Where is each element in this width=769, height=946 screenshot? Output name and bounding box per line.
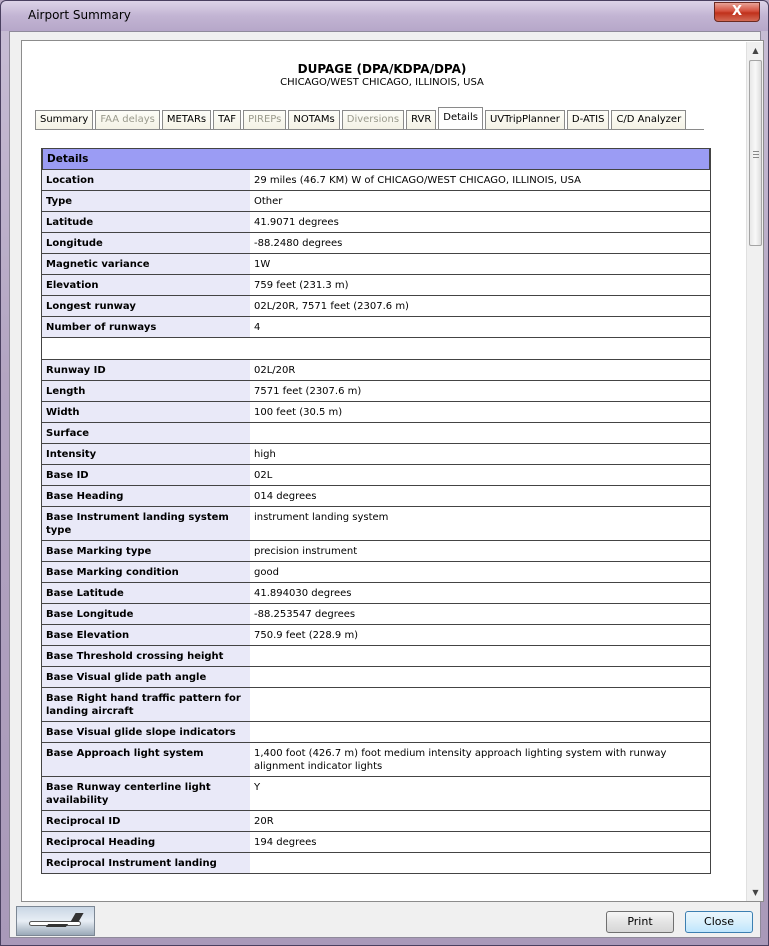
row-value (250, 667, 710, 687)
scrollbar-grip-icon (753, 151, 759, 158)
row-label: Magnetic variance (42, 254, 250, 274)
table-row (42, 381, 710, 402)
table-row (42, 667, 710, 688)
row-label: Base Approach light system (42, 743, 250, 776)
table-row (42, 853, 710, 874)
row-value: 759 feet (231.3 m) (250, 275, 710, 295)
row-label: Base Threshold crossing height (42, 646, 250, 666)
table-row (42, 170, 710, 191)
row-value: -88.253547 degrees (250, 604, 710, 624)
row-label: Base Right hand traffic pattern for landing aircraft (42, 688, 250, 721)
table-spacer-row (42, 338, 710, 360)
tab-strip (35, 110, 688, 129)
table-row (42, 777, 710, 811)
tab-summary[interactable]: Summary (35, 110, 93, 129)
row-label: Length (42, 381, 250, 401)
table-row (42, 562, 710, 583)
row-value: 750.9 feet (228.9 m) (250, 625, 710, 645)
row-label: Base Runway centerline light availability (42, 777, 250, 810)
table-row (42, 743, 710, 777)
row-label: Type (42, 191, 250, 211)
table-row (42, 191, 710, 212)
row-value: 02L/20R, 7571 feet (2307.6 m) (250, 296, 710, 316)
row-label: Surface (42, 423, 250, 443)
dialog-client-area (9, 31, 761, 938)
scroll-up-icon[interactable]: ▲ (752, 46, 759, 55)
row-value: good (250, 562, 710, 582)
table-row (42, 646, 710, 667)
row-label: Base Visual glide slope indicators (42, 722, 250, 742)
table-row (42, 212, 710, 233)
table-row (42, 722, 710, 743)
row-label: Latitude (42, 212, 250, 232)
row-label: Base Instrument landing system type (42, 507, 250, 540)
row-value: precision instrument (250, 541, 710, 561)
row-label: Base Latitude (42, 583, 250, 603)
row-label: Elevation (42, 275, 250, 295)
tab-diversions: Diversions (342, 110, 404, 129)
tab-c-d-analyzer[interactable]: C/D Analyzer (611, 110, 686, 129)
tab-divider (35, 129, 704, 130)
table-row (42, 811, 710, 832)
window-close-icon[interactable]: X (714, 2, 760, 22)
print-button[interactable]: Print (606, 911, 674, 933)
tab-uvtripplanner[interactable]: UVTripPlanner (485, 110, 565, 129)
row-label: Base Marking condition (42, 562, 250, 582)
row-label: Base Longitude (42, 604, 250, 624)
table-row (42, 541, 710, 562)
tab-faa-delays: FAA delays (95, 110, 160, 129)
row-label: Number of runways (42, 317, 250, 337)
row-value (250, 646, 710, 666)
vertical-scrollbar[interactable] (746, 42, 763, 901)
row-value: 02L/20R (250, 360, 710, 380)
row-label: Reciprocal Instrument landing (42, 853, 250, 873)
row-value: 100 feet (30.5 m) (250, 402, 710, 422)
row-value: Other (250, 191, 710, 211)
close-button[interactable]: Close (685, 911, 753, 933)
row-label: Base Elevation (42, 625, 250, 645)
row-value: 4 (250, 317, 710, 337)
tab-d-atis[interactable]: D-ATIS (567, 110, 610, 129)
tab-notams[interactable]: NOTAMs (288, 110, 339, 129)
row-value: 41.9071 degrees (250, 212, 710, 232)
row-value: 194 degrees (250, 832, 710, 852)
table-row (42, 402, 710, 423)
row-label: Reciprocal ID (42, 811, 250, 831)
details-table (41, 148, 711, 874)
row-label: Reciprocal Heading (42, 832, 250, 852)
row-value: 20R (250, 811, 710, 831)
row-value (250, 722, 710, 742)
table-row (42, 423, 710, 444)
row-value: 1W (250, 254, 710, 274)
table-row (42, 832, 710, 853)
table-row (42, 360, 710, 381)
row-value: 29 miles (46.7 KM) W of CHICAGO/WEST CHICAGO, ILLINOIS, USA (250, 170, 710, 190)
row-label: Intensity (42, 444, 250, 464)
row-value: Y (250, 777, 710, 810)
window-title: Airport Summary (28, 8, 131, 22)
table-row (42, 444, 710, 465)
row-label: Base Marking type (42, 541, 250, 561)
row-label: Width (42, 402, 250, 422)
tab-metars[interactable]: METARs (162, 110, 211, 129)
table-row (42, 604, 710, 625)
aircraft-tail-icon (70, 913, 83, 922)
aircraft-logo (16, 906, 95, 936)
row-label: Longest runway (42, 296, 250, 316)
scrollbar-thumb[interactable] (749, 60, 762, 246)
title-bar[interactable] (1, 1, 768, 31)
table-row (42, 625, 710, 646)
summary-content-frame (21, 40, 764, 902)
table-row (42, 233, 710, 254)
details-section-heading: Details (42, 148, 710, 170)
tab-pireps: PIREPs (243, 110, 286, 129)
row-value: high (250, 444, 710, 464)
tab-rvr[interactable]: RVR (406, 110, 436, 129)
row-label: Base Heading (42, 486, 250, 506)
table-row (42, 583, 710, 604)
table-row (42, 275, 710, 296)
table-row (42, 465, 710, 486)
tab-details[interactable]: Details (438, 107, 483, 129)
row-value: -88.2480 degrees (250, 233, 710, 253)
row-value: 7571 feet (2307.6 m) (250, 381, 710, 401)
row-value: instrument landing system (250, 507, 710, 540)
row-value: 014 degrees (250, 486, 710, 506)
table-row (42, 254, 710, 275)
airport-subtitle: CHICAGO/WEST CHICAGO, ILLINOIS, USA (280, 77, 484, 88)
row-value: 1,400 foot (426.7 m) foot medium intensity approach lighting system with runway alignment indicator lights (250, 743, 710, 776)
table-row (42, 688, 710, 722)
table-row (42, 296, 710, 317)
aircraft-wing-icon (46, 924, 69, 927)
row-label: Runway ID (42, 360, 250, 380)
table-row (42, 486, 710, 507)
table-row (42, 317, 710, 338)
row-label: Longitude (42, 233, 250, 253)
row-value: 02L (250, 465, 710, 485)
row-value (250, 423, 710, 443)
tab-taf[interactable]: TAF (213, 110, 241, 129)
row-value: 41.894030 degrees (250, 583, 710, 603)
row-value (250, 853, 710, 873)
airport-title: DUPAGE (DPA/KDPA/DPA) (297, 62, 467, 76)
table-row (42, 507, 710, 541)
row-label: Base ID (42, 465, 250, 485)
row-label: Base Visual glide path angle (42, 667, 250, 687)
row-label: Location (42, 170, 250, 190)
row-value (250, 688, 710, 721)
scroll-down-icon[interactable]: ▼ (752, 888, 759, 897)
